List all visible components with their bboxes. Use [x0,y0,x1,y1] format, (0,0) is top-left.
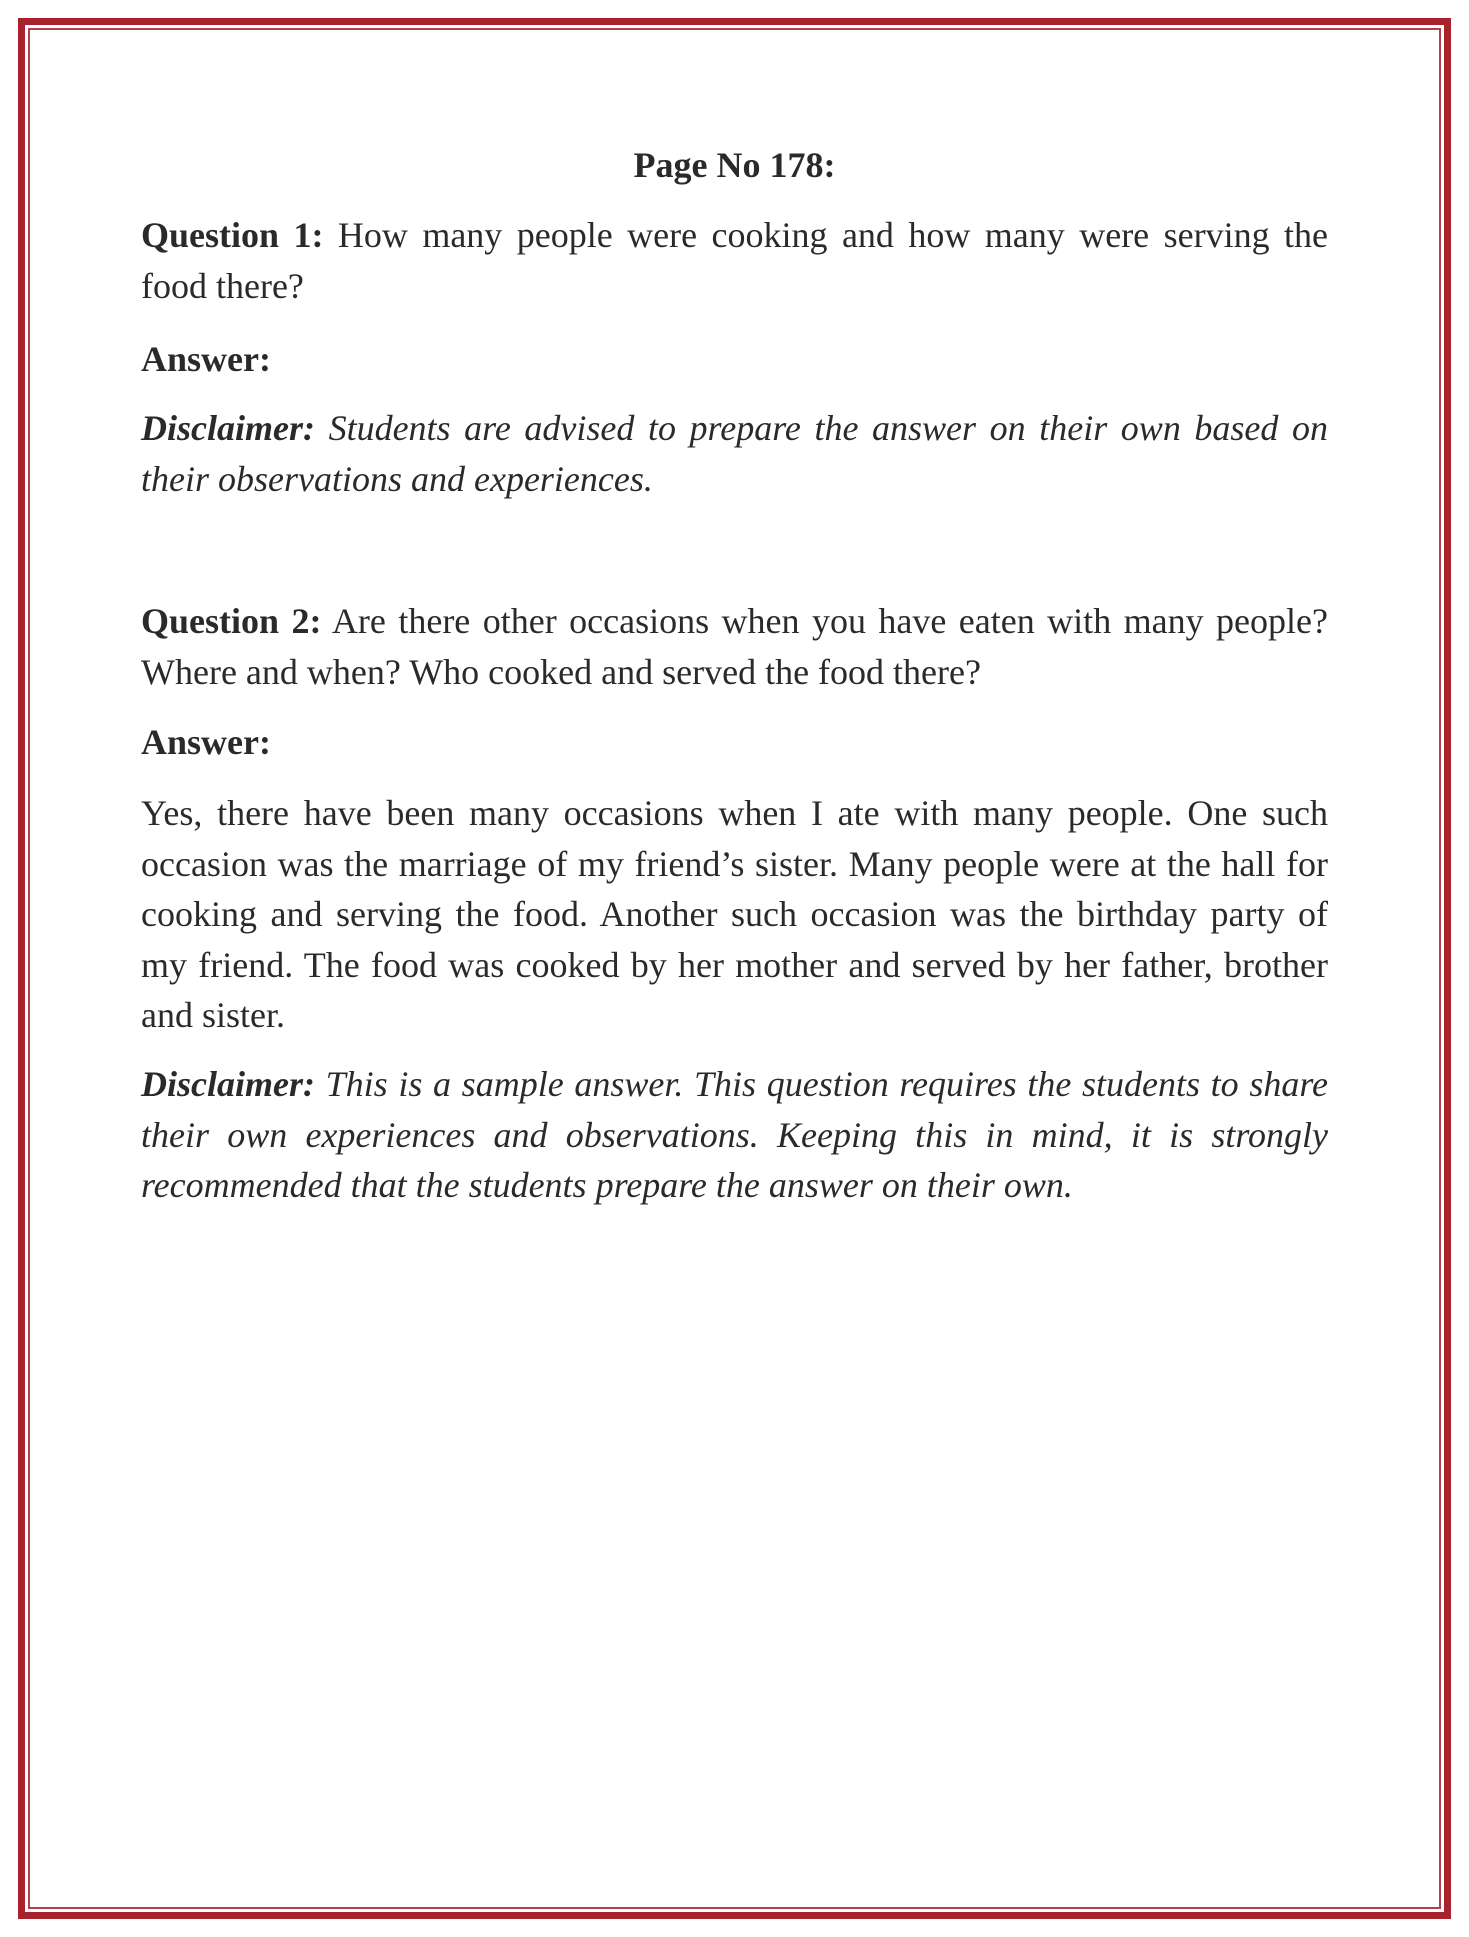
disclaimer-label: Disclaimer: [141,1064,315,1104]
question-2-label: Question 2: [141,601,322,641]
question-2 [141,596,1328,697]
question-2-text: Are there other occasions when you have eaten with many people? Where and when? Who cooked and served the food there? [141,601,1328,692]
answer-2-text: Yes, there have been many occasions when I ate with many people. One such occasion was the marriage of my friend’s sister. Many people were at the hall for cooking and serving the food. Another such occasion was the birthday party of my friend. The food was cooked by her mother and served by her father, brother and sister. [141,793,1328,1035]
question-1-label: Question 1: [141,215,324,255]
question-1-text: How many people were cooking and how many were serving the food there? [141,215,1328,306]
question-1 [141,210,1328,311]
answer-1-label [141,334,1328,385]
page-title: Page No 178: [633,145,836,185]
disclaimer-2 [141,1059,1328,1211]
disclaimer-text: Students are advised to prepare the answer on their own based on their observations and experiences. [141,408,1328,499]
answer-label: Answer: [141,722,271,762]
disclaimer-1 [141,403,1328,504]
disclaimer-text: This is a sample answer. This question requires the students to share their own experiences and observations. Keeping this in mind, it is strongly recommended that the students prepare the answer on their own. [141,1064,1328,1205]
answer-label: Answer: [141,339,271,379]
disclaimer-label: Disclaimer: [141,408,315,448]
answer-2-label [141,717,1328,768]
